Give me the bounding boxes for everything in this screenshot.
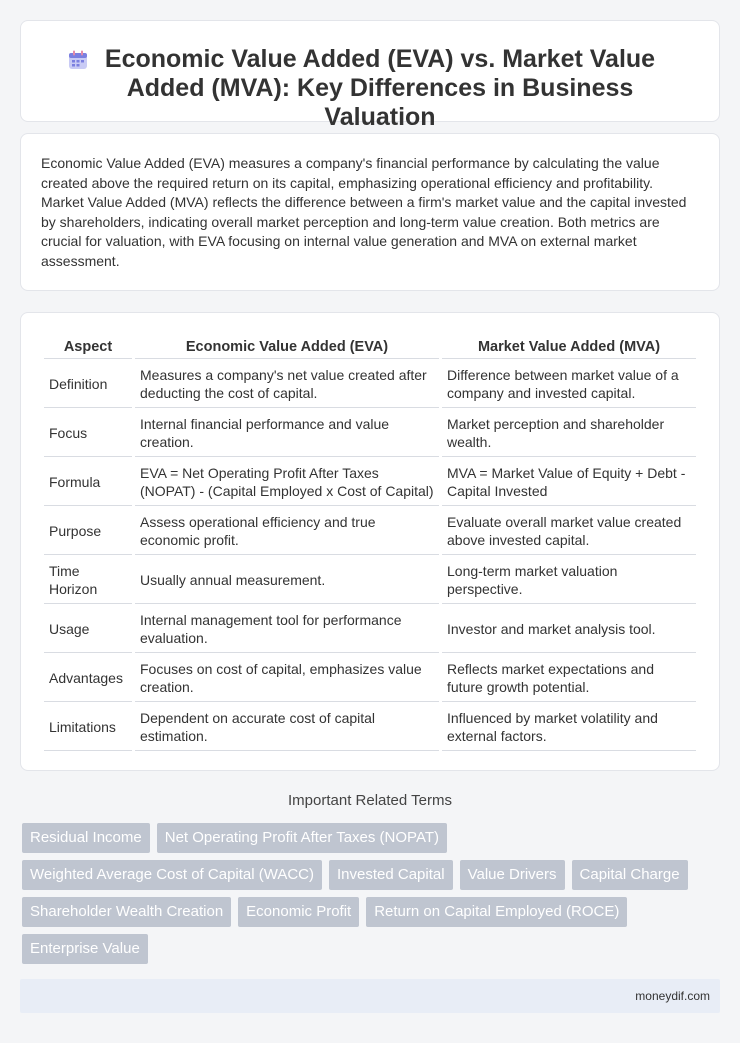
related-terms-list: [22, 823, 722, 971]
related-term-tag[interactable]: Economic Profit: [238, 897, 359, 927]
row-eva: Measures a company's net value created after deducting the cost of capital.: [135, 361, 439, 408]
row-mva: MVA = Market Value of Equity + Debt - Capital Invested: [442, 459, 696, 506]
footer: [20, 979, 720, 1013]
row-aspect: Purpose: [44, 508, 132, 555]
related-term-tag[interactable]: Invested Capital: [329, 860, 453, 890]
row-eva: Dependent on accurate cost of capital estimation.: [135, 704, 439, 751]
row-mva: Evaluate overall market value created above invested capital.: [442, 508, 696, 555]
row-mva: Market perception and shareholder wealth.: [442, 410, 696, 457]
row-mva: Long-term market valuation perspective.: [442, 557, 696, 604]
related-term-tag[interactable]: Net Operating Profit After Taxes (NOPAT): [157, 823, 447, 853]
related-term-tag[interactable]: Capital Charge: [572, 860, 688, 890]
table-row: [44, 557, 696, 604]
row-aspect: Focus: [44, 410, 132, 457]
calendar-icon: [67, 49, 89, 71]
table-row: [44, 459, 696, 506]
row-aspect: Formula: [44, 459, 132, 506]
related-terms-heading: Important Related Terms: [288, 792, 452, 809]
row-aspect: Definition: [44, 361, 132, 408]
header-aspect: Aspect: [44, 335, 132, 359]
row-mva: Difference between market value of a company and invested capital.: [442, 361, 696, 408]
row-aspect: Limitations: [44, 704, 132, 751]
related-term-tag[interactable]: Weighted Average Cost of Capital (WACC): [22, 860, 322, 890]
related-term-tag[interactable]: Return on Capital Employed (ROCE): [366, 897, 627, 927]
header-eva: Economic Value Added (EVA): [135, 335, 439, 359]
row-eva: Internal financial performance and value creation.: [135, 410, 439, 457]
comparison-table-card: [20, 312, 720, 771]
page-title: Economic Value Added (EVA) vs. Market Value Added (MVA): Key Differences in Business Valuation: [104, 45, 656, 131]
related-term-tag[interactable]: Residual Income: [22, 823, 150, 853]
row-eva: Focuses on cost of capital, emphasizes value creation.: [135, 655, 439, 702]
intro-paragraph: Economic Value Added (EVA) measures a company's financial performance by calculating the value created above the required return on its capital, emphasizing operational efficiency and profitability. Market Value Added (MVA) reflects the difference between a firm's market value and the capital invested by shareholders, indicating overall market perception and long-term value creation. Both metrics are crucial for valuation, with EVA focusing on internal value generation and MVA on external market assessment.: [41, 155, 687, 269]
related-term-tag[interactable]: Value Drivers: [460, 860, 565, 890]
table-row: [44, 508, 696, 555]
footer-site-link[interactable]: moneydif.com: [635, 989, 710, 1003]
row-eva: EVA = Net Operating Profit After Taxes (NOPAT) - (Capital Employed x Cost of Capital): [135, 459, 439, 506]
table-row: [44, 655, 696, 702]
table-row: [44, 361, 696, 408]
row-mva: Investor and market analysis tool.: [442, 606, 696, 653]
row-eva: Usually annual measurement.: [135, 557, 439, 604]
table-row: [44, 410, 696, 457]
intro-card: [20, 133, 720, 291]
row-eva: Assess operational efficiency and true economic profit.: [135, 508, 439, 555]
title-card: [20, 20, 720, 131]
row-mva: Reflects market expectations and future growth potential.: [442, 655, 696, 702]
table-header-row: [44, 335, 696, 359]
header-mva: Market Value Added (MVA): [442, 335, 696, 359]
related-term-tag[interactable]: Enterprise Value: [22, 934, 148, 964]
table-row: [44, 704, 696, 751]
row-aspect: Usage: [44, 606, 132, 653]
title-wrap: [21, 45, 719, 132]
row-eva: Internal management tool for performance evaluation.: [135, 606, 439, 653]
row-aspect: Advantages: [44, 655, 132, 702]
related-term-tag[interactable]: Shareholder Wealth Creation: [22, 897, 231, 927]
row-aspect: Time Horizon: [44, 557, 132, 604]
table-row: [44, 606, 696, 653]
row-mva: Influenced by market volatility and external factors.: [442, 704, 696, 751]
comparison-table: [41, 333, 699, 753]
